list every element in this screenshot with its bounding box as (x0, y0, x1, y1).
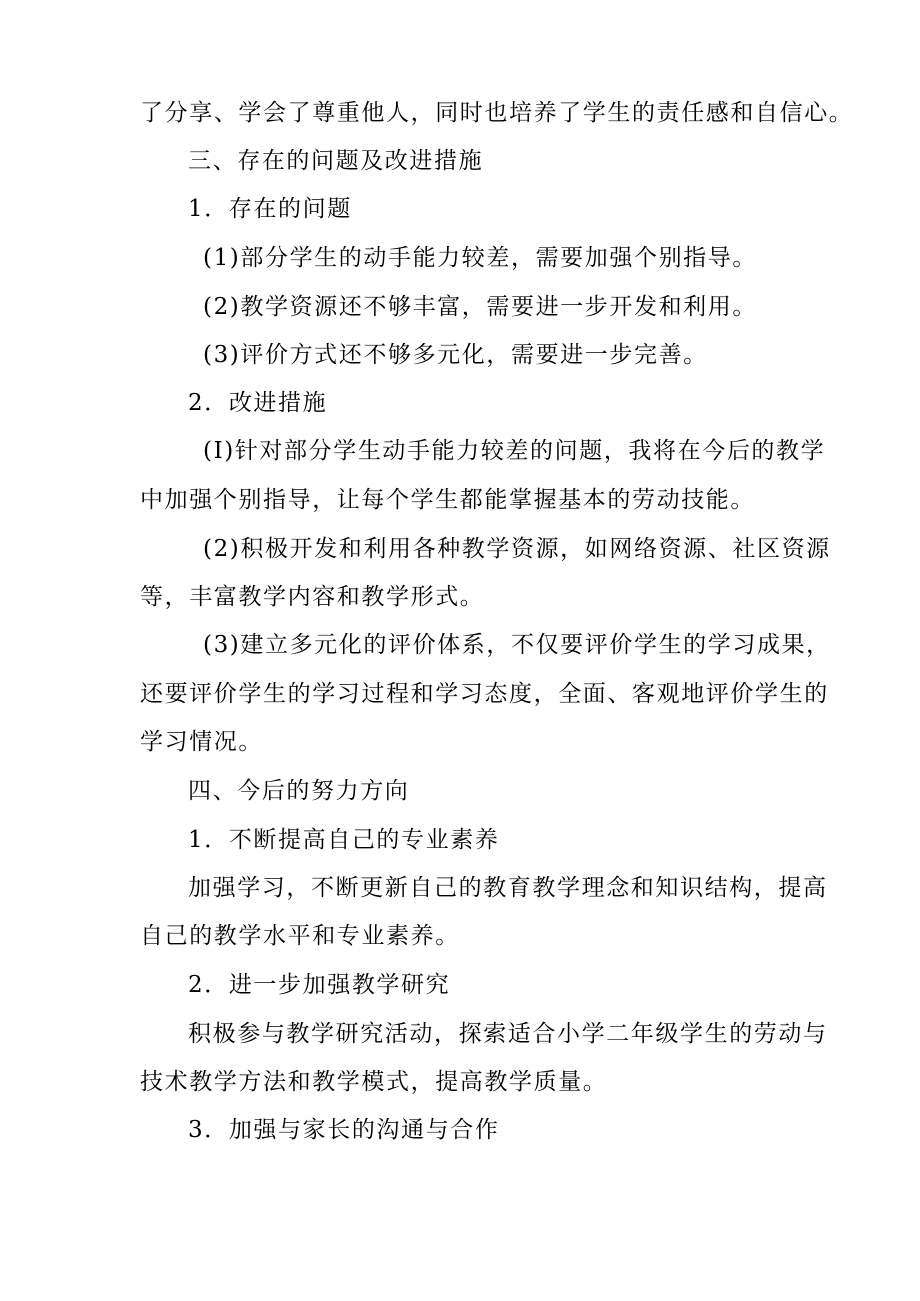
paragraph-line: 积极参与教学研究活动，探索适合小学二年级学生的劳动与 (188, 1021, 828, 1047)
list-item: (2)积极开发和利用各种教学资源，如网络资源、社区资源 (203, 536, 831, 562)
section-heading: 三、存在的问题及改进措施 (188, 148, 484, 174)
paragraph-line: 技术教学方法和教学模式，提高教学质量。 (140, 1069, 608, 1095)
list-item: (3)建立多元化的评价体系，不仅要评价学生的学习成果， (203, 632, 831, 658)
paragraph-line: 等，丰富教学内容和教学形式。 (140, 584, 485, 610)
paragraph-line: 自己的教学水平和专业素养。 (140, 923, 460, 949)
subsection-heading: 2．改进措施 (188, 390, 328, 416)
paragraph-line: 中加强个别指导，让每个学生都能掌握基本的劳动技能。 (140, 487, 755, 513)
list-item: (I)针对部分学生动手能力较差的问题，我将在今后的教学 (203, 438, 826, 464)
list-item: (1)部分学生的动手能力较差，需要加强个别指导。 (203, 245, 757, 271)
section-heading: 四、今后的努力方向 (188, 778, 410, 804)
subsection-heading: 3．加强与家长的沟通与合作 (188, 1117, 500, 1143)
list-item: (2)教学资源还不够丰富，需要进一步开发和利用。 (203, 294, 757, 320)
paragraph-line: 加强学习，不断更新自己的教育教学理念和知识结构，提高 (188, 875, 828, 901)
subsection-heading: 2．进一步加强教学研究 (188, 972, 451, 998)
subsection-heading: 1．不断提高自己的专业素养 (188, 827, 500, 853)
paragraph-line: 还要评价学生的学习过程和学习态度，全面、客观地评价学生的 (140, 681, 829, 707)
subsection-heading: 1．存在的问题 (188, 196, 352, 222)
paragraph-line: 了分享、学会了尊重他人，同时也培养了学生的责任感和自信心。 (140, 100, 854, 126)
paragraph-line: 学习情况。 (140, 729, 263, 755)
list-item: (3)评价方式还不够多元化，需要进一步完善。 (203, 342, 708, 368)
